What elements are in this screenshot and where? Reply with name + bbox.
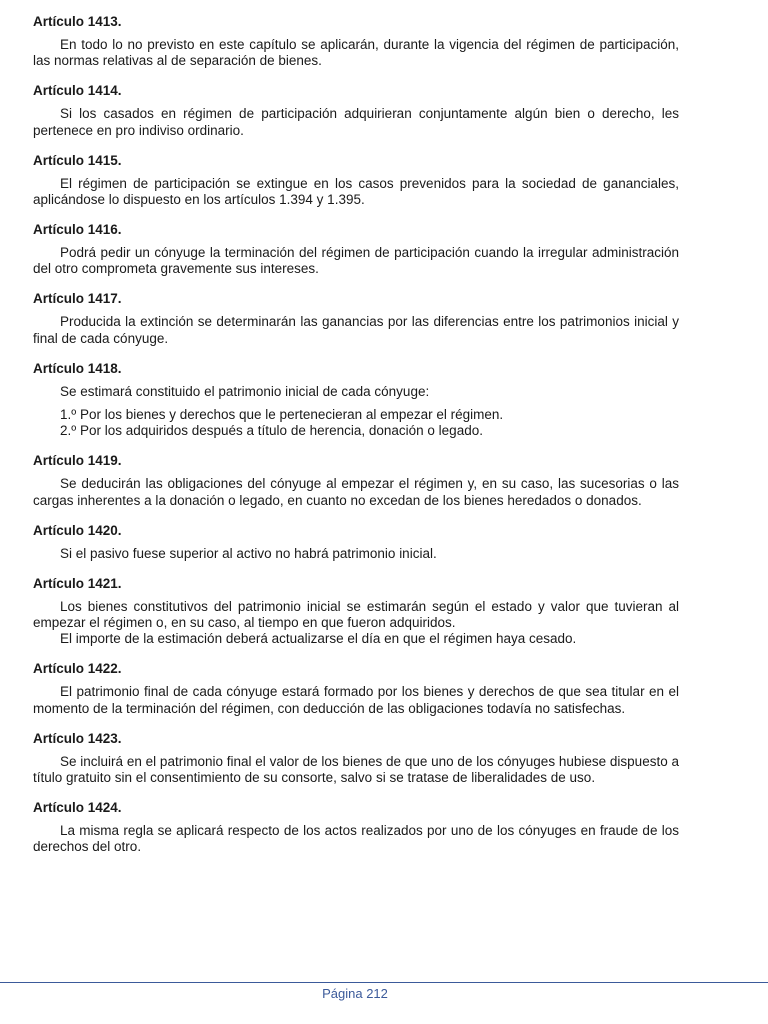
article-title: Artículo 1418. — [33, 360, 122, 376]
article-1419 — [33, 453, 679, 509]
article-1422 — [33, 661, 679, 717]
article-paragraph: El régimen de participación se extingue en los casos prevenidos para la sociedad de gananciales, aplicándose lo dispuesto en los artículos 1.394 y 1.395. — [33, 175, 679, 208]
article-1417 — [33, 291, 679, 347]
footer-divider — [0, 982, 768, 983]
list-item: 2.º Por los adquiridos después a título de herencia, donación o legado. — [60, 423, 483, 439]
article-paragraph: Se incluirá en el patrimonio final el valor de los bienes de que uno de los cónyuges hubiese dispuesto a título gratuito sin el consentimiento de su consorte, salvo si se tratase de liberalidades de uso. — [33, 753, 679, 785]
article-paragraph: Si los casados en régimen de participación adquirieran conjuntamente algún bien o derecho, les pertenece en pro indiviso ordinario. — [33, 106, 679, 138]
article-title: Artículo 1423. — [33, 730, 122, 746]
article-paragraph: La misma regla se aplicará respecto de los actos realizados por uno de los cónyuges en fraude de los derechos del otro. — [33, 822, 679, 855]
article-1415 — [33, 153, 679, 209]
article-1421 — [33, 576, 679, 648]
article-paragraph: Se estimará constituido el patrimonio inicial de cada cónyuge: — [60, 383, 430, 399]
article-title: Artículo 1413. — [33, 14, 122, 29]
article-1423 — [33, 731, 679, 787]
article-paragraph: Producida la extinción se determinarán las ganancias por las diferencias entre los patrimonios inicial y final de cada cónyuge. — [33, 314, 679, 346]
document-page — [33, 14, 679, 869]
article-title: Artículo 1417. — [33, 291, 122, 307]
article-title: Artículo 1422. — [33, 661, 122, 677]
article-title: Artículo 1414. — [33, 83, 122, 99]
article-title: Artículo 1419. — [33, 453, 122, 469]
article-title: Artículo 1415. — [33, 152, 122, 168]
article-paragraph: Los bienes constitutivos del patrimonio inicial se estimarán según el estado y valor que tuvieran al empezar el régimen o, en su caso, al tiempo en que fueron adquiridos. — [33, 598, 679, 630]
article-paragraph: En todo lo no previsto en este capítulo se aplicarán, durante la vigencia del régimen de participación, las normas relativas al de separación de bienes. — [33, 37, 679, 69]
article-title: Artículo 1424. — [33, 799, 122, 815]
article-1420 — [33, 523, 679, 562]
article-title: Artículo 1421. — [33, 575, 122, 591]
article-paragraph: Podrá pedir un cónyuge la terminación del régimen de participación cuando la irregular administración del otro comprometa gravemente sus intereses. — [33, 244, 679, 277]
article-1416 — [33, 222, 679, 278]
article-paragraph: El patrimonio final de cada cónyuge estará formado por los bienes y derechos de que sea titular en el momento de la terminación del régimen, con deducción de las obligaciones todavía no satisfechas. — [33, 684, 679, 716]
article-1424 — [33, 800, 679, 856]
article-1418 — [33, 361, 679, 440]
article-title: Artículo 1416. — [33, 221, 122, 237]
article-paragraph: Se deducirán las obligaciones del cónyuge al empezar el régimen y, en su caso, las sucesorias o las cargas inherentes a la donación o legado, en cuanto no excedan de los bienes heredados o donados. — [33, 476, 679, 508]
page-number: Página 212 — [322, 986, 388, 1001]
article-paragraph: El importe de la estimación deberá actualizarse el día en que el régimen haya cesado. — [60, 631, 577, 647]
article-1414 — [33, 83, 679, 139]
list-item: 1.º Por los bienes y derechos que le pertenecieran al empezar el régimen. — [60, 406, 504, 422]
article-1413 — [33, 14, 679, 70]
article-paragraph: Si el pasivo fuese superior al activo no habrá patrimonio inicial. — [60, 545, 437, 561]
article-title: Artículo 1420. — [33, 522, 122, 538]
